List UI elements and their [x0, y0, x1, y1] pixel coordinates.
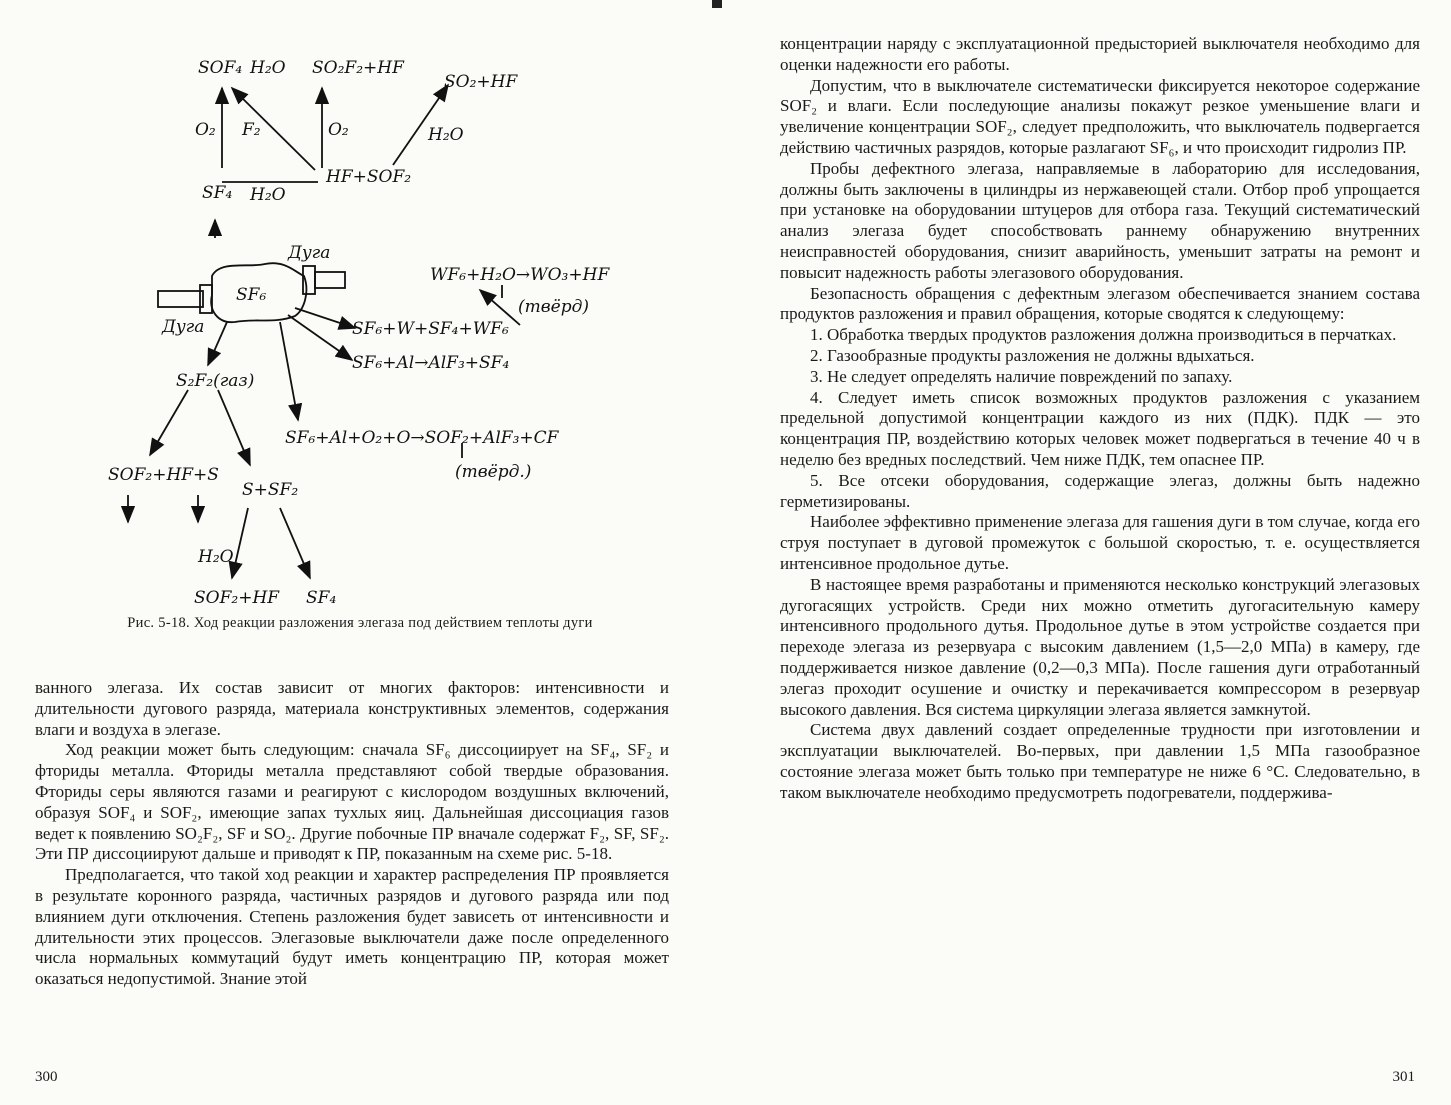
- label-so2f2-hf: SO₂F₂+HF: [312, 58, 404, 78]
- label-sof2-hf-s: SOF₂+HF+S: [108, 465, 219, 485]
- label-f2: F₂: [242, 120, 261, 140]
- label-arc-left: Дуга: [162, 317, 205, 337]
- arrow-ssf2-sf4: [280, 508, 310, 578]
- list-item-3: 3. Не следует определять наличие повреждений по запаху.: [810, 366, 1233, 386]
- arrow-s2f2-ssf2: [218, 390, 250, 465]
- left-page: [0, 0, 725, 1105]
- label-sf6-al: SF₆+Al→AlF₃+SF₄: [352, 353, 510, 373]
- label-sof2-hf: SOF₂+HF: [194, 588, 280, 608]
- electrode-right: [315, 272, 345, 288]
- list-item-4: 4. Следует иметь список возможных продуктов разложения с указанием предельной допустимой концентрации каждого из них (ПДК). ПДК — это концентрация ПР, воздействию которых человек может подвергаться в течение 40 ч в неделю без вредных последствий. Чем ниже ПДК, тем опаснее ПР.: [780, 387, 1420, 469]
- reaction-diagram: [90, 40, 650, 610]
- label-h2o-mid: H₂O: [250, 185, 286, 205]
- right-paragraph-3: Пробы дефектного элегаза, направляемые в лабораторию для исследования, должны быть заключены в цилиндры из нержавеющей стали. Отбор проб упрощается при установке на оборудовании штуцеров для отбора газа. Текущий систематический анализ элегаза будет способствовать раннему обнаружению внутренних неисправностей оборудования, снизит аварийность, уменьшит затраты на ремонт и повысит надежность работы элегазового оборудования.: [780, 158, 1420, 282]
- label-solid2: (твёрд.): [455, 462, 532, 482]
- label-h2o-low: H₂O: [198, 547, 234, 567]
- arrow-sf6-al: [288, 315, 352, 360]
- label-sf6-al-o2: SF₆+Al+O₂+O→SOF₂+AlF₃+CF: [285, 428, 559, 448]
- label-sf6: SF₆: [236, 285, 267, 305]
- electrode-left-cap: [200, 285, 212, 313]
- left-paragraph-2: Ход реакции может быть следующим: сначала SF₆ диссоциирует на SF₄, SF₂ и фториды металла. Фториды металла представляют собой твердые образования. Фториды серы являются газами и реагируют с кислородом воздушных включений, образуя SOF₄ и SOF₂, имеющие запах тухлых яиц. Дальнейшая диссоциация газов ведет к появлению SO₂F₂, SF и SO₂. Другие побочные ПР вначале содержат F₂, SF, SF₂. Эти ПР диссоциируют дальше и приводят к ПР, показанным на схеме рис. 5-18.: [35, 740, 669, 864]
- label-sf4: SF₄: [202, 183, 233, 203]
- label-hf-sof2: HF+SOF₂: [326, 167, 412, 187]
- label-so2-hf: SO₂+HF: [444, 72, 518, 92]
- label-wf6-eq: WF₆+H₂O→WO₃+HF: [430, 265, 610, 285]
- left-paragraph-3: Предполагается, что такой ход реакции и характер распределения ПР проявляется в результате коронного разряда, частичных разрядов и дугового разряда или под влиянием дуги отключения. Степень разложения будет зависеть от интенсивности и длительности этих процессов. Элегазовые выключатели даже после определенного числа нормальных коммутаций будут иметь концентрацию ПР, которая может оказаться недопустимой. Знание этой: [35, 865, 669, 989]
- page-number-right: 301: [1392, 1069, 1415, 1085]
- left-paragraph-1: ванного элегаза. Их состав зависит от многих факторов: интенсивности и длительности дугового разряда, материала конструктивных элементов, содержания влаги и воздуха в элегазе.: [35, 678, 669, 739]
- label-sf6-w: SF₆+W+SF₄+WF₆: [352, 319, 509, 339]
- page-number-left: 300: [35, 1069, 58, 1085]
- arrow-sf6-al-o2: [280, 322, 298, 420]
- label-h2o-diag: H₂O: [428, 125, 464, 145]
- arrow-s2f2-sof2: [150, 390, 188, 455]
- arrow-sf6-w: [295, 308, 355, 328]
- right-paragraph-1: концентрации наряду с эксплуатационной предысторией выключателя необходимо для оценки надежности его работы.: [780, 34, 1420, 74]
- list-item-2: 2. Газообразные продукты разложения не должны вдыхаться.: [810, 345, 1255, 365]
- label-h2o-top: H₂O: [250, 58, 286, 78]
- right-text-column: [780, 34, 1420, 803]
- electrode-left: [158, 291, 203, 307]
- arrow-sf6-s2f2: [208, 322, 227, 365]
- label-o2-left: O₂: [195, 120, 216, 140]
- left-text-column: [35, 678, 669, 990]
- right-page: [725, 0, 1451, 1105]
- list-item-5: 5. Все отсеки оборудования, содержащие элегаз, должны быть надежно герметизированы.: [780, 470, 1420, 511]
- list-item-1: 1. Обработка твердых продуктов разложения должна производиться в перчатках.: [810, 325, 1397, 345]
- label-sof4: SOF₄: [198, 58, 243, 78]
- right-paragraph-4: Безопасность обращения с дефектным элегазом обеспечивается знанием состава продуктов разложения и правил обращения, которые сводятся к следующему:: [780, 283, 1420, 324]
- label-s2f2: S₂F₂(газ): [176, 371, 255, 391]
- label-s-sf2: S+SF₂: [242, 480, 299, 500]
- right-paragraph-6: В настоящее время разработаны и применяются несколько конструкций элегазовых дугогасящих устройств. Среди них можно отметить дугогасительную камеру интенсивного продольного дутья. Продольное дутье в этом устройстве создается при переходе элегаза из резервуара с высоким давлением (1,5—2,0 МПа) в камеру, где поддерживается низкое давление (0,2—0,3 МПа). После гашения дуги отработанный элегаз проходит осушение и очистку и перекачивается компрессором в резервуар высокого давления. Вся система циркуляции элегаза является замкнутой.: [780, 574, 1420, 719]
- right-paragraph-7: Система двух давлений создает определенные трудности при изготовлении и эксплуатации выключателей. Во-первых, при давлении 1,5 МПа газообразное состояние элегаза может быть только при температуре не ниже 6 °С. Следовательно, в таком выключателе необходимо предусмотреть подогреватели, поддержива-: [780, 720, 1420, 802]
- right-paragraph-2: Допустим, что в выключателе систематически фиксируется некоторое содержание SOF₂ и влаги. Если последующие анализы покажут резкое уменьшение влаги и увеличение концентрации SOF₂, следует предположить, что выключатель подвергается действию частичных разрядов, которые разлагают SF₆, и что происходит гидролиз ПР.: [780, 75, 1420, 157]
- label-o2-right: O₂: [328, 120, 349, 140]
- right-paragraph-5: Наиболее эффективно применение элегаза для гашения дуги в том случае, когда его струя поступает в дуговой промежуток с большой скоростью, т. е. осуществляется интенсивное продольное дутье.: [780, 512, 1420, 573]
- label-solid1: (твёрд): [518, 297, 589, 317]
- reaction-diagram-svg: [90, 40, 650, 610]
- arrow-ssf2-sof2: [232, 508, 248, 578]
- figure-caption: Рис. 5-18. Ход реакции разложения элегаза под действием теплоты дуги: [127, 615, 593, 631]
- label-arc-top: Дуга: [288, 243, 331, 263]
- label-sf4-low: SF₄: [306, 588, 337, 608]
